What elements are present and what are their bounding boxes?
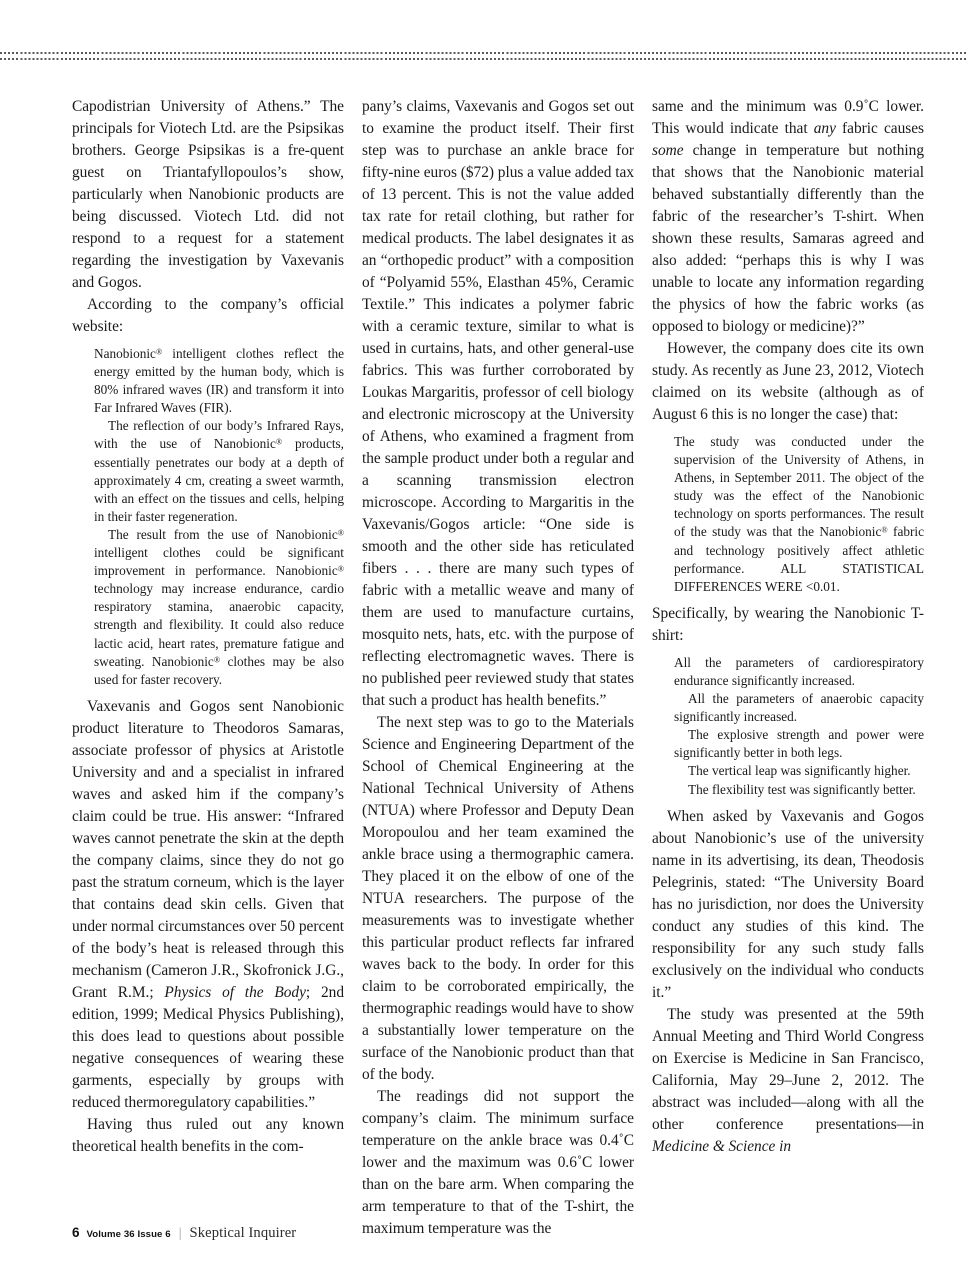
body-paragraph xyxy=(652,338,924,426)
top-dotted-rule xyxy=(0,52,967,63)
text-run: Vaxevanis and Gogos sent Nanobionic product literature to Theodoros Samaras, associate professor of physics at Aristotle University and and a specialist in infrared waves and asked him if the company’s claim could be true. His answer: “Infrared waves cannot penetrate the skin at the depth the company claims, since they do not go past the stratum corneum, which is the layer that contains dead skin cells. Given that under normal circumstances over 50 percent of the body’s heat is released through this mechanism (Cameron J.R., Skofronick J.G., Grant R.M.; xyxy=(72,697,344,1001)
text-run: The explosive strength and power were significantly better in both legs. xyxy=(674,727,924,761)
body-paragraph xyxy=(362,96,634,712)
text-run: The vertical leap was significantly higher. xyxy=(688,763,911,779)
dotted-rule-row-lower xyxy=(0,58,967,60)
block-spacer xyxy=(652,426,924,433)
italic-text: Medicine & Science in xyxy=(652,1137,792,1155)
column-1 xyxy=(72,96,344,1196)
text-run: Having thus ruled out any known theoretical health benefits in the com- xyxy=(72,1115,344,1155)
text-run: The next step was to go to the Materials Science and Engineering Department of the School of Chemical Engineering at the National Technical University of Athens (NTUA) where Professor and Deputy Dean Moropoulou and her team examined the ankle brace using a thermographic camera. They placed it on the elbow of one of the NTUA researchers. The purpose of the measurements was to investigate whether this particular product reflects far infrared waves back to the body. In order for this claim to be corroborated empirically, the thermographic readings would have to show a substantially lower temperature on the surface of the Nanobionic product than that of the body. xyxy=(362,714,634,1083)
registered-trademark-mark: ® xyxy=(337,564,344,574)
text-run: According to the company’s official website: xyxy=(72,296,344,335)
body-paragraph xyxy=(652,96,924,338)
registered-trademark-mark: ® xyxy=(155,347,163,357)
body-paragraph xyxy=(652,1004,924,1158)
registered-trademark-mark: ® xyxy=(881,526,888,536)
footer-page-number: 6 xyxy=(72,1225,80,1240)
text-run: pany’s claims, Vaxevanis and Gogos set out to examine the product itself. Their first step was to purchase an ankle brace for fifty-nine euros ($72) plus a value added tax of 13 percent. This is not the value added tax rate for retail clothing, but rather for medical products. The label designates it as an “orthopedic product” with a composition of “Polyamid 55%, Elasthan 45%, Ceramic Textile.” This indicates a polymer fabric with a ceramic texture, similar to what is used in curtains, hats, and other general-use fabrics. This was further corroborated by Loukas Margaritis, professor of cell biology and electronic microscopy at the University of Athens, who examined a fragment from the sample product under both a regular and a scanning transmission electron microscope. According to Margaritis in the Vaxevanis/Gogos article: “One side is smooth and the other side has reticulated fibers . . . there are many such types of fabric with a metallic weave and many of them are used to manufacture curtains, mosquito nets, hats, etc. with the purpose of reflecting electromagnetic waves. There is no published peer reviewed study that states that such a product has health benefits.” xyxy=(362,98,634,709)
text-run: The result from the use of Nanobionic xyxy=(108,526,338,542)
italic-text: Physics of the Body xyxy=(164,983,306,1001)
text-run: The flexibility test was significantly better. xyxy=(688,781,916,797)
text-run: The study was presented at the 59th Annual Meeting and Third World Congress on Exercise is Medicine in San Francisco, California, May 29–June 2, 2012. The abstract was included—along with all the other conference presentations—in xyxy=(652,1005,924,1133)
body-paragraph xyxy=(652,806,924,1004)
body-paragraph xyxy=(72,1114,344,1158)
body-paragraph xyxy=(72,96,344,294)
text-run: Nanobionic xyxy=(94,346,156,361)
text-run: intelligent clothes could be significant improvement in performance. Nanobionic xyxy=(94,545,344,579)
footer-volume-issue: Volume 36 Issue 6 xyxy=(86,1229,171,1240)
block-quote-paragraph xyxy=(652,726,924,762)
text-run: fabric causes xyxy=(835,120,924,137)
text-run: When asked by Vaxevanis and Gogos about Nanobionic’s use of the university name in its advertising, its dean, Theodosis Pelegrinis, stated: “The University Board has no jurisdiction, nor does the University conduct any studies of this kind. The responsibility for any such study falls exclusively on the individual who conducts it.” xyxy=(652,807,924,1001)
italic-text: some xyxy=(652,142,684,159)
body-paragraph xyxy=(362,1086,634,1240)
text-run: products, essentially penetrates our body at a depth of approximately 4 cm, creating a sweet warmth, with an effect on the tissues and cells, helping in their faster regeneration. xyxy=(94,436,344,524)
registered-trademark-mark: ® xyxy=(213,655,221,665)
text-run: However, the company does cite its own study. As recently as June 23, 2012, Viotech claimed on its website (although as of August 6 this is no longer the case) that: xyxy=(652,340,924,423)
body-paragraph xyxy=(72,696,344,1114)
text-run: The readings did not support the company’s claim. The minimum surface temperature on the ankle brace was 0.4˚C lower and the maximum was 0.6˚C lower than on the bare arm. When comparing the arm temperature to that of the T-shirt, the maximum temperature was the xyxy=(362,1088,634,1237)
column-2 xyxy=(362,96,634,1237)
page-footer xyxy=(72,1225,296,1242)
registered-trademark-mark: ® xyxy=(337,528,344,538)
block-quote-paragraph xyxy=(652,654,924,690)
block-quote-paragraph xyxy=(652,781,924,799)
body-paragraph xyxy=(652,603,924,647)
block-spacer xyxy=(652,596,924,603)
block-quote-paragraph xyxy=(652,690,924,726)
text-run: Specifically, by wearing the Nanobionic T-shirt: xyxy=(652,604,924,644)
block-quote-paragraph xyxy=(652,433,924,596)
text-run: Capodistrian University of Athens.” The principals for Viotech Ltd. are the Psipsikas brothers. George Psipsikas is a fre‑quent guest on Triantafyllopoulos’s show, particularly when Nanobionic products are being discussed. Viotech Ltd. did not respond to a request for a statement regarding the investigation by Vaxevanis and Gogos. xyxy=(72,98,344,291)
body-paragraph xyxy=(72,294,344,338)
dotted-rule-row-upper xyxy=(0,52,967,54)
italic-text: any xyxy=(813,120,836,137)
column-3 xyxy=(652,96,924,1196)
block-spacer xyxy=(72,338,344,345)
text-run: change in temperature but nothing that shows that the Nanobionic material behaved substantially differently than the fabric of the researcher’s T-shirt. When shown these results, Samaras agreed and also added: “perhaps this is why I was unable to locate any information regarding the physics of how the fabric works (as opposed to biology or medicine)?” xyxy=(652,142,924,335)
body-paragraph xyxy=(362,712,634,1086)
block-spacer xyxy=(652,647,924,654)
block-quote-paragraph xyxy=(72,526,344,689)
registered-trademark-mark: ® xyxy=(275,438,283,448)
block-quote-paragraph xyxy=(652,762,924,780)
block-quote-paragraph xyxy=(72,417,344,526)
text-run: intelligent clothes reflect the energy emitted by the human body, which is 80% infrared waves (IR) and transform it into Far Infrared Waves (FIR). xyxy=(94,346,344,416)
text-run: All the parameters of cardiorespiratory endurance significantly increased. xyxy=(674,654,924,688)
text-run: The reflection of our body’s Infrared Rays, with the use of Nanobionic xyxy=(94,418,344,452)
block-spacer xyxy=(652,799,924,806)
footer-publication-title: Skeptical Inquirer xyxy=(189,1225,297,1241)
text-run: clothes may be also used for faster recovery. xyxy=(94,653,344,687)
text-run: The study was conducted under the supervision of the University of Athens, in Athens, in September 2011. The object of the study was the effect of the Nanobionic technology on sports performances. The result of the study was that the Nanobionic xyxy=(674,434,924,540)
text-run: All the parameters of anaerobic capacity significantly increased. xyxy=(674,691,924,725)
text-run: same and the minimum was 0.9˚C lower. This would indicate that xyxy=(652,98,924,137)
text-run: ; 2nd edition, 1999; Medical Physics Publishing), this does lead to questions about possible negative consequences of wearing these garments, especially by groups with reduced thermoregulatory capabilities.” xyxy=(72,983,344,1111)
text-run: technology may increase endurance, cardio respiratory stamina, anaerobic capacity, strength and flexibility. It could also reduce lactic acid, heart rates, premature fatigue and sweating. Nanobionic xyxy=(94,581,344,669)
text-run: fabric and technology positively affect athletic performance. ALL STATISTICAL DIFFERENCES WERE <0.01. xyxy=(674,524,924,594)
footer-separator: | xyxy=(178,1226,182,1241)
block-spacer xyxy=(72,689,344,696)
block-quote-paragraph xyxy=(72,345,344,417)
